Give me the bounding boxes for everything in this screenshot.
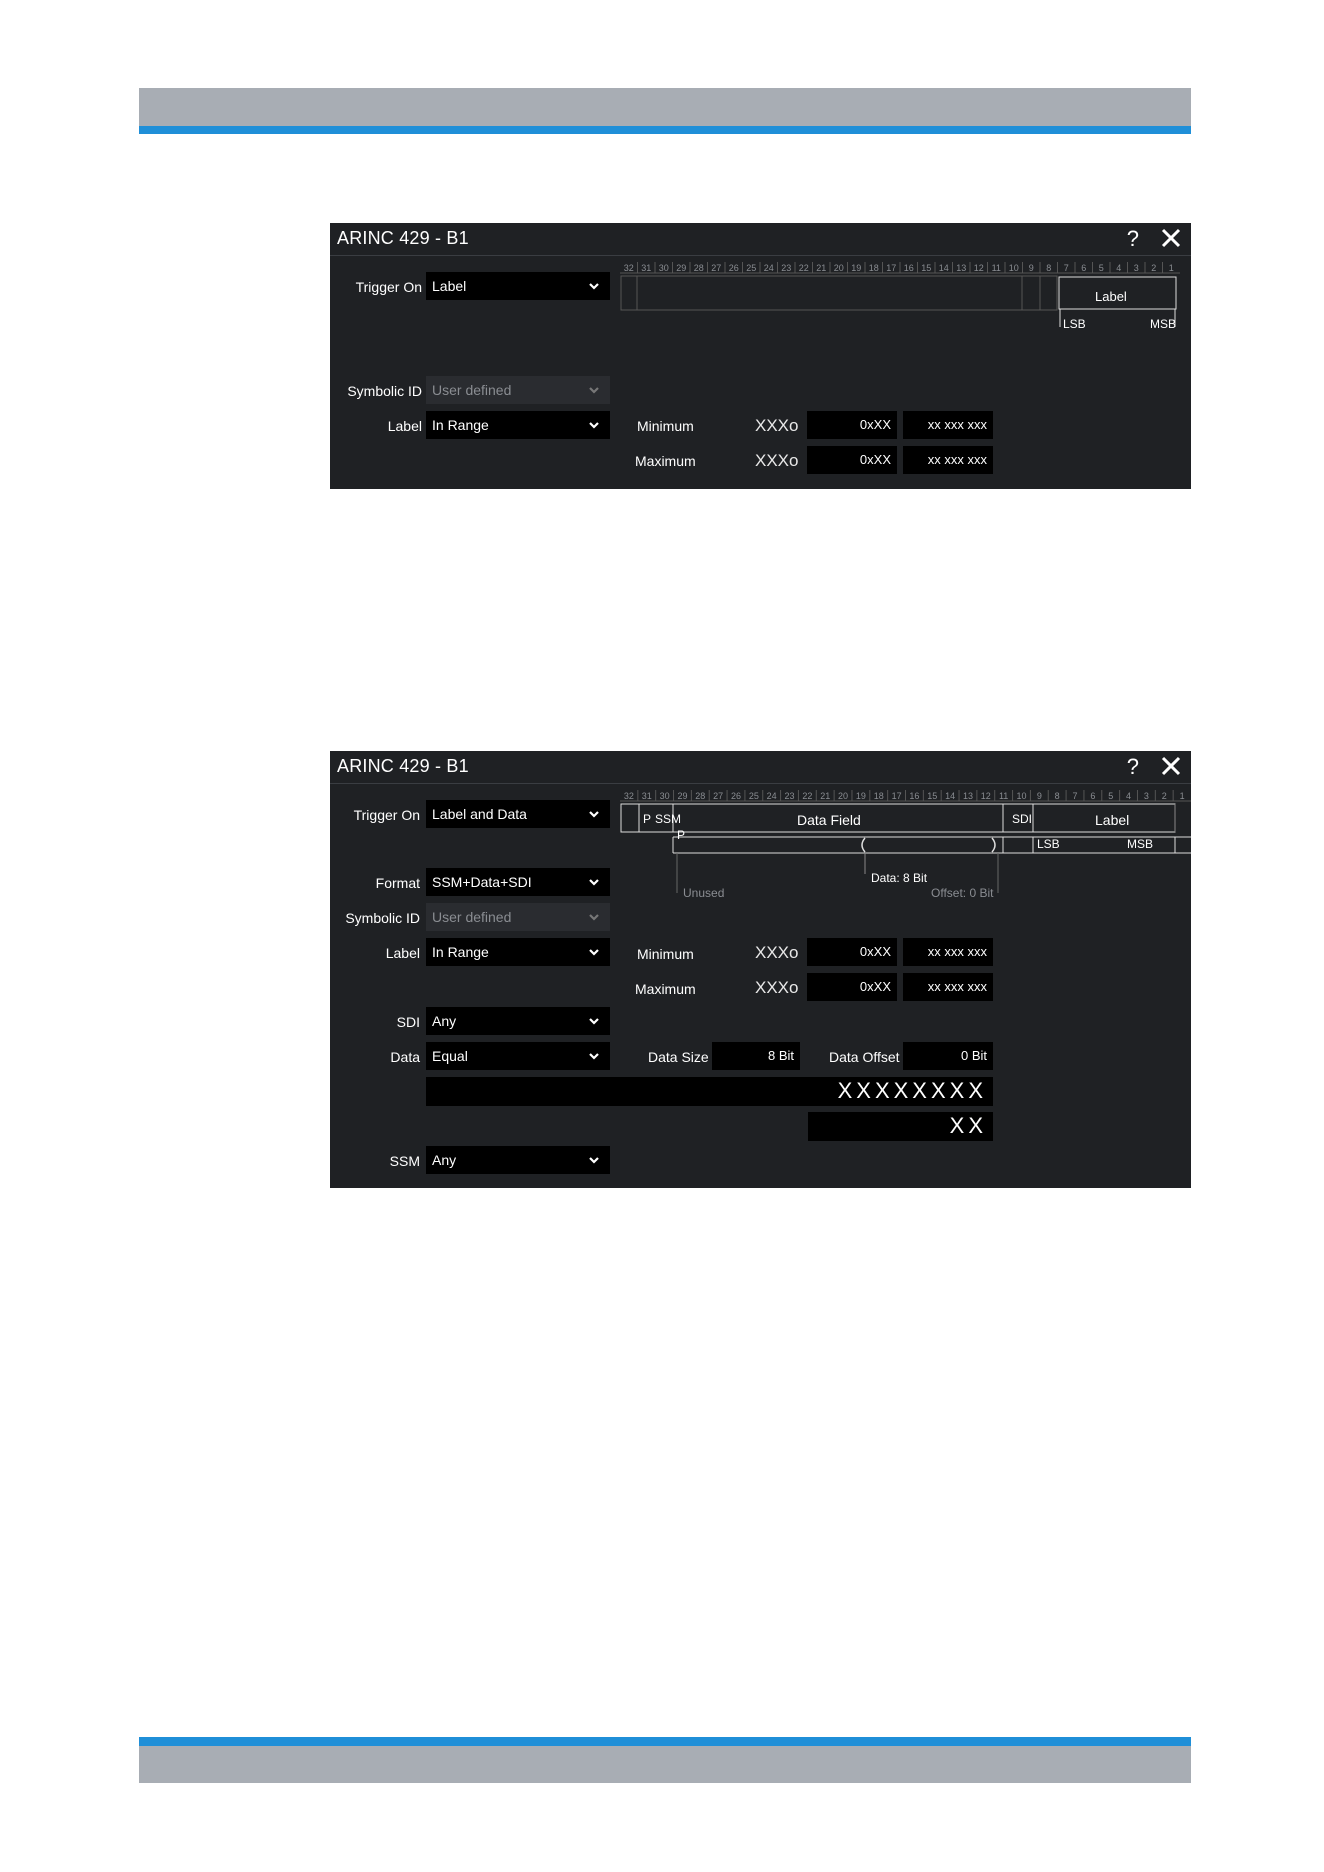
data-pattern-bits: XXXXXXXX <box>837 1078 987 1103</box>
bit-number-row <box>624 262 1174 273</box>
minimum-label: Minimum <box>637 946 694 962</box>
bit-number: 2 <box>1151 263 1157 273</box>
bit-number: 4 <box>1126 791 1132 801</box>
diagram-ssm: SSM <box>655 812 682 826</box>
bit-number: 13 <box>956 263 967 273</box>
bit-number: 29 <box>677 791 688 801</box>
data-size-field[interactable] <box>712 1042 800 1070</box>
symbolic-id-value: User defined <box>432 382 512 398</box>
bit-number: 22 <box>798 263 809 273</box>
trigger-on-dropdown[interactable] <box>426 272 610 300</box>
bit-number: 12 <box>980 791 991 801</box>
bit-number: 22 <box>802 791 813 801</box>
bit-number-row <box>624 790 1185 801</box>
maximum-label: Maximum <box>635 981 696 997</box>
dialog-title: ARINC 429 - B1 <box>337 228 469 248</box>
minimum-binary: xx xxx xxx <box>927 944 987 959</box>
bit-number: 16 <box>903 263 914 273</box>
diagram-unused: Unused <box>683 886 725 900</box>
label-condition-dropdown[interactable] <box>426 938 610 966</box>
bit-number: 11 <box>991 263 1001 273</box>
bit-number: 3 <box>1143 791 1149 801</box>
maximum-octal: XXXo <box>755 978 799 997</box>
format-label: Format <box>375 875 420 891</box>
trigger-on-value: Label <box>432 278 467 294</box>
bit-number: 7 <box>1063 263 1069 273</box>
label-condition-label: Label <box>387 418 422 434</box>
trigger-on-value: Label and Data <box>432 806 527 822</box>
maximum-binary: xx xxx xxx <box>927 452 987 467</box>
data-size-value: 8 Bit <box>767 1048 794 1063</box>
chevron-down-icon <box>588 419 600 431</box>
bit-number: 26 <box>728 263 739 273</box>
diagram-lsb: LSB <box>1037 837 1060 851</box>
bit-number: 20 <box>833 263 844 273</box>
bit-number: 11 <box>998 791 1009 801</box>
maximum-hex: 0xXX <box>859 979 891 994</box>
bit-number: 31 <box>641 791 652 801</box>
bit-number: 24 <box>766 791 777 801</box>
trigger-on-label: Trigger On <box>355 279 422 295</box>
bit-number: 23 <box>781 263 792 273</box>
bit-number: 14 <box>938 263 949 273</box>
trigger-on-dropdown[interactable] <box>426 800 610 828</box>
data-size-label: Data Size <box>648 1049 709 1065</box>
ssm-value: Any <box>432 1152 457 1168</box>
data-value: Equal <box>432 1048 468 1064</box>
symbolic-id-dropdown[interactable] <box>426 376 610 404</box>
maximum-label: Maximum <box>635 453 696 469</box>
bit-number: 9 <box>1028 263 1034 273</box>
ssm-label: SSM <box>389 1153 420 1169</box>
bit-number: 24 <box>763 263 774 273</box>
bit-number: 9 <box>1036 791 1042 801</box>
chevron-down-icon <box>588 1050 600 1062</box>
bit-number: 19 <box>855 791 866 801</box>
data-offset-value: 0 Bit <box>960 1048 987 1063</box>
bit-number: 28 <box>693 263 704 273</box>
bit-number: 8 <box>1054 791 1060 801</box>
bit-number: 20 <box>838 791 849 801</box>
page-header-accent <box>139 126 1191 134</box>
symbolic-id-label: Symbolic ID <box>345 910 420 926</box>
arinc-dialog-label <box>330 223 1191 489</box>
dialog-title: ARINC 429 - B1 <box>337 756 469 776</box>
bit-number: 13 <box>962 791 973 801</box>
minimum-label: Minimum <box>637 418 694 434</box>
bit-number: 8 <box>1046 263 1052 273</box>
bit-number: 5 <box>1108 791 1114 801</box>
bit-number: 16 <box>909 791 920 801</box>
maximum-hex: 0xXX <box>859 452 891 467</box>
chevron-down-icon <box>588 1015 600 1027</box>
chevron-down-icon <box>588 808 600 820</box>
minimum-octal: XXXo <box>755 416 799 435</box>
ssm-dropdown[interactable] <box>426 1146 610 1174</box>
page-footer-band <box>139 1746 1191 1783</box>
bit-number: 2 <box>1161 791 1167 801</box>
bit-number: 30 <box>658 263 669 273</box>
minimum-hex: 0xXX <box>859 417 891 432</box>
maximum-binary-field[interactable] <box>903 973 993 1001</box>
data-dropdown[interactable] <box>426 1042 610 1070</box>
maximum-hex-field[interactable] <box>807 973 897 1001</box>
minimum-binary: xx xxx xxx <box>927 417 987 432</box>
symbolic-id-label: Symbolic ID <box>347 383 422 399</box>
dialog-title-bar <box>330 751 1191 784</box>
sdi-dropdown[interactable] <box>426 1007 610 1035</box>
diagram-data-field: Data Field <box>797 812 861 828</box>
trigger-on-label: Trigger On <box>353 807 420 823</box>
data-hex-field[interactable] <box>808 1112 993 1141</box>
label-condition-value: In Range <box>432 944 489 960</box>
bit-number: 1 <box>1168 263 1174 273</box>
chevron-down-icon <box>588 911 600 923</box>
diagram-offset-note: Offset: 0 Bit <box>931 886 994 900</box>
sdi-value: Any <box>432 1013 457 1029</box>
arinc-dialog-label-and-data <box>330 751 1191 1188</box>
bit-number: 5 <box>1098 263 1104 273</box>
diagram-p: P <box>677 828 686 842</box>
bit-number: 31 <box>641 263 652 273</box>
close-icon[interactable] <box>1159 226 1183 250</box>
bit-number: 32 <box>623 791 634 801</box>
minimum-binary-field[interactable] <box>903 938 993 966</box>
bit-number: 19 <box>851 263 862 273</box>
minimum-hex-field[interactable] <box>807 938 897 966</box>
help-icon[interactable]: ? <box>1126 226 1139 251</box>
bit-number: 17 <box>891 791 902 801</box>
minimum-hex-field[interactable] <box>807 411 897 439</box>
bit-number: 27 <box>711 263 722 273</box>
diagram-lsb: LSB <box>1063 317 1086 331</box>
chevron-down-icon <box>588 1154 600 1166</box>
maximum-binary-field[interactable] <box>903 446 993 474</box>
chevron-down-icon <box>588 384 600 396</box>
chevron-down-icon <box>588 876 600 888</box>
data-label: Data <box>390 1049 420 1065</box>
diagram-label: Label <box>1095 812 1130 828</box>
maximum-octal: XXXo <box>755 451 799 470</box>
diagram-msb: MSB <box>1150 317 1177 331</box>
bit-number: 29 <box>676 263 687 273</box>
bit-number: 21 <box>816 263 827 273</box>
diagram-label-field: Label <box>1095 289 1127 304</box>
bit-number: 3 <box>1133 263 1139 273</box>
bit-number: 1 <box>1179 791 1185 801</box>
symbolic-id-value: User defined <box>432 909 512 925</box>
data-hex-value: XX <box>949 1113 987 1138</box>
label-condition-label: Label <box>385 945 420 961</box>
diagram-data-note: Data: 8 Bit <box>871 871 928 885</box>
sdi-label: SDI <box>396 1014 420 1030</box>
bit-number: 28 <box>695 791 706 801</box>
bit-number: 25 <box>746 263 757 273</box>
bit-number: 12 <box>973 263 984 273</box>
format-value: SSM+Data+SDI <box>432 874 532 890</box>
bit-number: 7 <box>1072 791 1078 801</box>
bit-number: 30 <box>659 791 670 801</box>
bit-number: 32 <box>623 263 634 273</box>
bit-number: 26 <box>730 791 741 801</box>
data-offset-label: Data Offset <box>829 1049 900 1065</box>
page-header-band <box>139 88 1191 126</box>
chevron-down-icon <box>588 946 600 958</box>
page-footer-accent <box>139 1737 1191 1746</box>
format-dropdown[interactable] <box>426 868 610 896</box>
data-pattern-field[interactable] <box>426 1077 993 1106</box>
bit-number: 25 <box>748 791 759 801</box>
bit-number: 4 <box>1116 263 1122 273</box>
close-icon[interactable] <box>1159 754 1183 778</box>
minimum-octal: XXXo <box>755 943 799 962</box>
diagram-msb: MSB <box>1127 837 1154 851</box>
bit-number: 18 <box>868 263 879 273</box>
bit-number: 27 <box>713 791 724 801</box>
help-icon[interactable]: ? <box>1126 754 1139 779</box>
bit-number: 6 <box>1090 791 1096 801</box>
chevron-down-icon <box>588 280 600 292</box>
minimum-hex: 0xXX <box>859 944 891 959</box>
bit-number: 14 <box>945 791 956 801</box>
bit-number: 10 <box>1008 263 1019 273</box>
bit-number: 21 <box>820 791 831 801</box>
dialog-title-bar <box>330 223 1191 256</box>
bit-number: 6 <box>1081 263 1087 273</box>
minimum-binary-field[interactable] <box>903 411 993 439</box>
bit-number: 23 <box>784 791 795 801</box>
bit-number: 18 <box>873 791 884 801</box>
label-condition-dropdown[interactable] <box>426 411 610 439</box>
data-offset-field[interactable] <box>903 1042 993 1070</box>
maximum-hex-field[interactable] <box>807 446 897 474</box>
diagram-sdi: SDI <box>1012 812 1033 826</box>
bit-number: 17 <box>886 263 897 273</box>
symbolic-id-dropdown[interactable] <box>426 903 610 931</box>
maximum-binary: xx xxx xxx <box>927 979 987 994</box>
bit-number: 10 <box>1016 791 1027 801</box>
bit-number: 15 <box>921 263 932 273</box>
label-condition-value: In Range <box>432 417 489 433</box>
bit-number: 15 <box>927 791 938 801</box>
diagram-p-text: P <box>643 812 652 826</box>
